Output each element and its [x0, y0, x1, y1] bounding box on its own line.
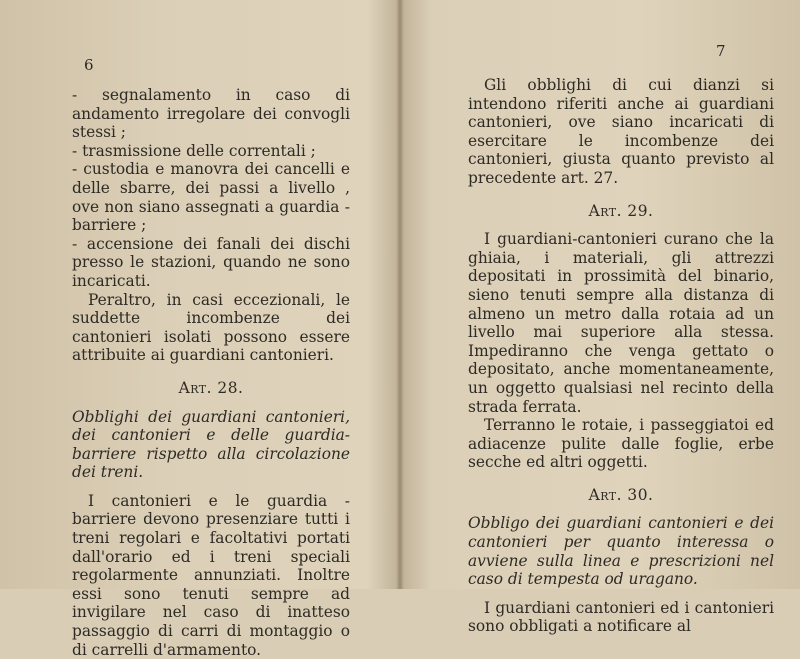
article-title: Obblighi dei guardiani cantonieri, dei cantonieri e delle guardia-barriere rispetto alla circolazione dei treni.	[72, 407, 350, 482]
left-page-text	[72, 86, 350, 659]
page-number: 7	[716, 42, 726, 60]
paragraph: Gli obblighi di cui dianzi si intendono riferiti anche ai guardiani cantonieri, ove siano incaricati di esercitare le incombenze dei cantonieri, giusta quanto previsto al precedente art. 27.	[468, 76, 774, 187]
right-page	[400, 0, 800, 636]
paragraph: I cantonieri e le guardia - barriere devono presenziare tutti i treni regolari e facoltativi portati dall'orario ed i treni speciali regolarmente annunziati. Inoltre essi sono tenuti sempre ad invigilare nel caso di inatteso passaggio di carri di montaggio o di carrelli d'armamento.	[72, 491, 350, 659]
paragraph: I guardiani cantonieri ed i cantonieri sono obbligati a notificare al	[468, 598, 774, 636]
list-item: - trasmissione delle correntali ;	[72, 141, 316, 160]
paragraph: Terranno le rotaie, i passeggiatoi ed adiacenze pulite dalle foglie, erbe secche ed altri oggetti.	[468, 416, 774, 472]
page-number: 6	[84, 56, 94, 74]
article-title: Obbligo dei guardiani cantonieri e dei cantonieri per quanto interessa o avviene sulla linea e prescrizioni nel caso di tempesta od uragano.	[468, 514, 774, 589]
right-page-text	[468, 76, 774, 636]
list-item: - custodia e manovra dei cancelli e delle sbarre, dei passi a livello , ove non siano assegnati a guardia - barriere ;	[72, 160, 350, 235]
paragraph: I guardiani-cantonieri curano che la ghiaia, i materiali, gli attrezzi depositati in prossimità del binario, sieno tenuti sempre alla distanza di almeno un metro dalla rotaia ad un livello mai superiore alla stessa. Impediranno che venga gettato o depositato, anche momentaneamente, un oggetto qualsiasi nel recinto della strada ferrata.	[468, 230, 774, 416]
article-heading: Art. 29.	[588, 201, 654, 220]
list-item: - accensione dei fanali dei dischi presso le stazioni, quando ne sono incaricati.	[72, 234, 350, 290]
paragraph: Peraltro, in casi eccezionali, le suddette incombenze dei cantonieri isolati possono essere attribuite ai guardiani cantonieri.	[72, 290, 350, 365]
article-heading: Art. 28.	[178, 378, 244, 397]
article-heading: Art. 30.	[588, 485, 654, 504]
list-item: - segnalamento in caso di andamento irregolare dei convogli stessi ;	[72, 86, 350, 142]
